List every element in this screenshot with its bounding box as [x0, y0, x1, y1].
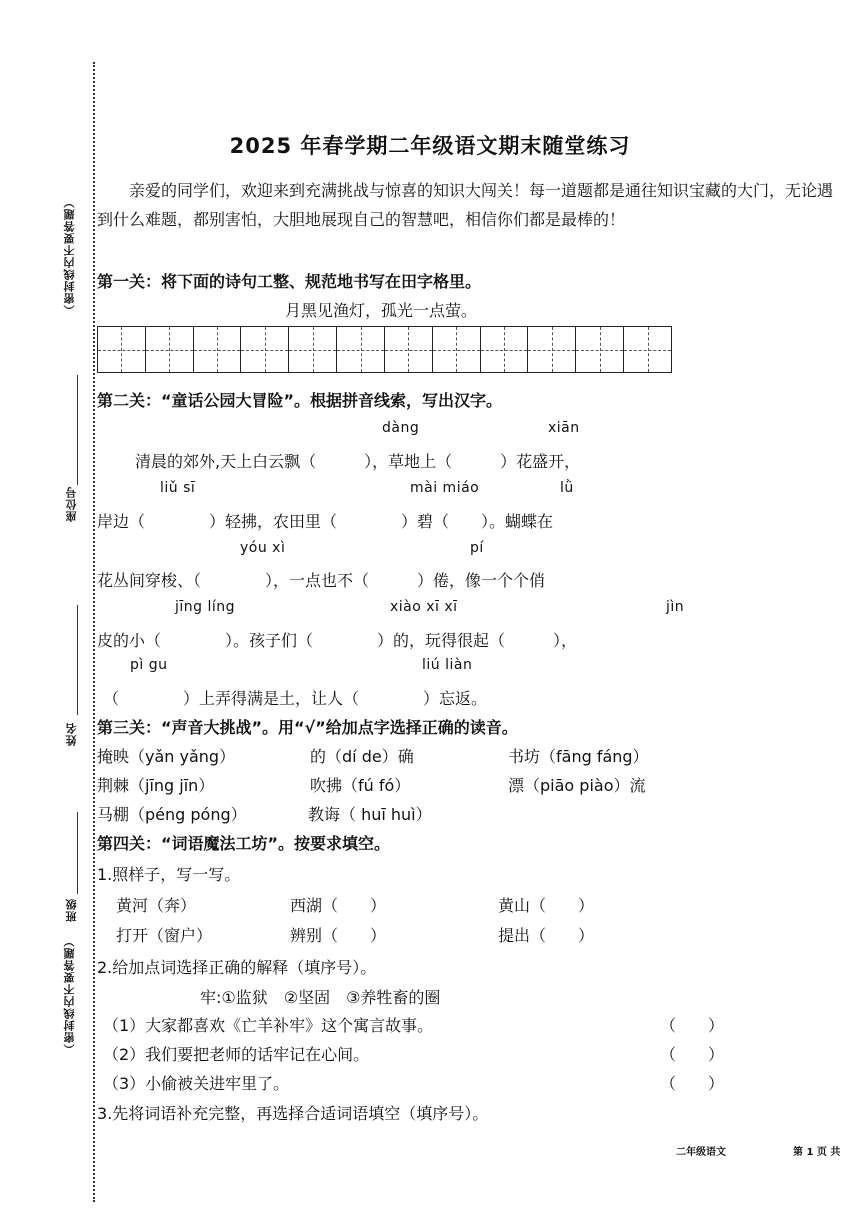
pinyin-lv: lǜ — [560, 480, 574, 496]
sentence-item: （1）大家都喜欢《亡羊补牢》这个寓言故事。 — [103, 1016, 434, 1035]
blank-item[interactable]: 提出（ ） — [498, 926, 595, 945]
fill-line-4: 皮的小（ ）。孩子们（ ）的，玩得很起（ ）， — [97, 631, 578, 650]
pinyin-maimiao: mài miáo — [410, 480, 480, 496]
example-item: 打开（窗户） — [116, 926, 213, 945]
name-line — [77, 605, 78, 715]
blank-item[interactable]: 黄山（ ） — [498, 896, 595, 915]
sentence-item: （2）我们要把老师的话牢记在心间。 — [103, 1045, 370, 1064]
binding-dotted-line — [93, 62, 95, 1202]
pinyin-jin: jìn — [666, 599, 685, 615]
seat-line — [77, 375, 78, 485]
tianzige-grid[interactable] — [97, 326, 672, 373]
page-title: 2025 年春学期二年级语文期末随堂练习 — [229, 134, 631, 158]
grid-cell[interactable] — [146, 327, 194, 372]
pinyin-liulian: liú liàn — [422, 657, 473, 673]
question-3: 3.先将词语补充完整，再选择合适词语填空（填序号）。 — [97, 1104, 489, 1123]
reading-item: 教诲（ huī huì） — [308, 805, 432, 824]
grid-cell[interactable] — [385, 327, 433, 372]
footer-subject: 二年级语文 — [676, 1147, 726, 1158]
grid-cell[interactable] — [289, 327, 337, 372]
question-1: 1.照样子，写一写。 — [97, 865, 241, 884]
grid-cell[interactable] — [433, 327, 481, 372]
reading-item: 的（dí de）确 — [310, 747, 414, 766]
name-label: 姓名 — [65, 722, 78, 746]
pinyin-dang: dàng — [382, 420, 420, 436]
section4-heading: 第四关：“词语魔法工坊”。按要求填空。 — [97, 834, 391, 853]
pinyin-xiaoxixi: xiào xī xī — [390, 599, 458, 615]
pinyin-pi: pí — [470, 540, 484, 556]
reading-item: 书坊（fāng fáng） — [508, 747, 649, 766]
class-line — [77, 812, 78, 894]
class-label: 班级 — [65, 898, 78, 922]
blank-item[interactable]: 辨别（ ） — [290, 926, 387, 945]
answer-blank[interactable]: （ ） — [660, 1074, 725, 1093]
pinyin-jingling: jīng líng — [175, 599, 236, 615]
example-item: 黄河（奔） — [116, 896, 197, 915]
pinyin-liusi: liǔ sī — [160, 480, 196, 496]
grid-cell[interactable] — [194, 327, 242, 372]
reading-item: 荆棘（jīng jīn） — [97, 776, 215, 795]
grid-cell[interactable] — [624, 327, 671, 372]
section1-heading: 第一关：将下面的诗句工整、规范地书写在田字格里。 — [97, 272, 482, 291]
section3-heading: 第三关：“声音大挑战”。用“√”给加点字选择正确的读音。 — [97, 718, 518, 737]
reading-item: 漂（piāo piào）流 — [508, 776, 646, 795]
question-2: 2.给加点词选择正确的解释（填序号）。 — [97, 958, 377, 977]
fill-line-5: （ ）上弄得满是土，让人（ ）忘返。 — [103, 689, 488, 708]
pinyin-xian: xiān — [548, 420, 580, 436]
section2-heading: 第二关：“童话公园大冒险”。根据拼音线索，写出汉字。 — [97, 391, 503, 410]
intro-paragraph: 亲爱的同学们，欢迎来到充满挑战与惊喜的知识大闯关！每一道题都是通往知识宝藏的大门，无论遇到什么难题，都别害怕，大胆地展现自己的智慧吧，相信你们都是最棒的！ — [97, 181, 834, 229]
reading-item: 吹拂（fú fó） — [310, 776, 411, 795]
seal-note-bottom: （密封线内不要答题） — [63, 935, 76, 1055]
sentence-item: （3）小偷被关进牢里了。 — [103, 1074, 290, 1093]
reading-item: 掩映（yǎn yǎng） — [97, 747, 236, 766]
fill-line-2: 岸边（ ）轻拂，农田里（ ）碧（ ）。蝴蝶在 — [97, 512, 554, 531]
footer-page: 第 1 页 共 — [793, 1147, 841, 1158]
grid-cell[interactable] — [98, 327, 146, 372]
fill-line-1: 清晨的郊外,天上白云飘（ ），草地上（ ）花盛开， — [135, 452, 581, 471]
poem-line: 月黑见渔灯，孤光一点萤。 — [285, 301, 478, 320]
grid-cell[interactable] — [337, 327, 385, 372]
grid-cell[interactable] — [481, 327, 529, 372]
seat-label: 座位号 — [65, 486, 78, 522]
grid-cell[interactable] — [528, 327, 576, 372]
fill-line-3: 花丛间穿梭、（ ），一点也不（ ）倦，像一个个俏 — [97, 571, 546, 590]
grid-cell[interactable] — [241, 327, 289, 372]
definition-options: 牢:①监狱 ②坚固 ③养牲畜的圈 — [200, 988, 441, 1007]
answer-blank[interactable]: （ ） — [660, 1016, 725, 1035]
pinyin-pigu: pì gu — [130, 657, 168, 673]
blank-item[interactable]: 西湖（ ） — [290, 896, 387, 915]
seal-note-top: （密封线内不要答题） — [63, 196, 76, 316]
grid-cell[interactable] — [576, 327, 624, 372]
answer-blank[interactable]: （ ） — [660, 1045, 725, 1064]
pinyin-youxi: yóu xì — [240, 540, 286, 556]
reading-item: 马棚（péng póng） — [97, 805, 247, 824]
